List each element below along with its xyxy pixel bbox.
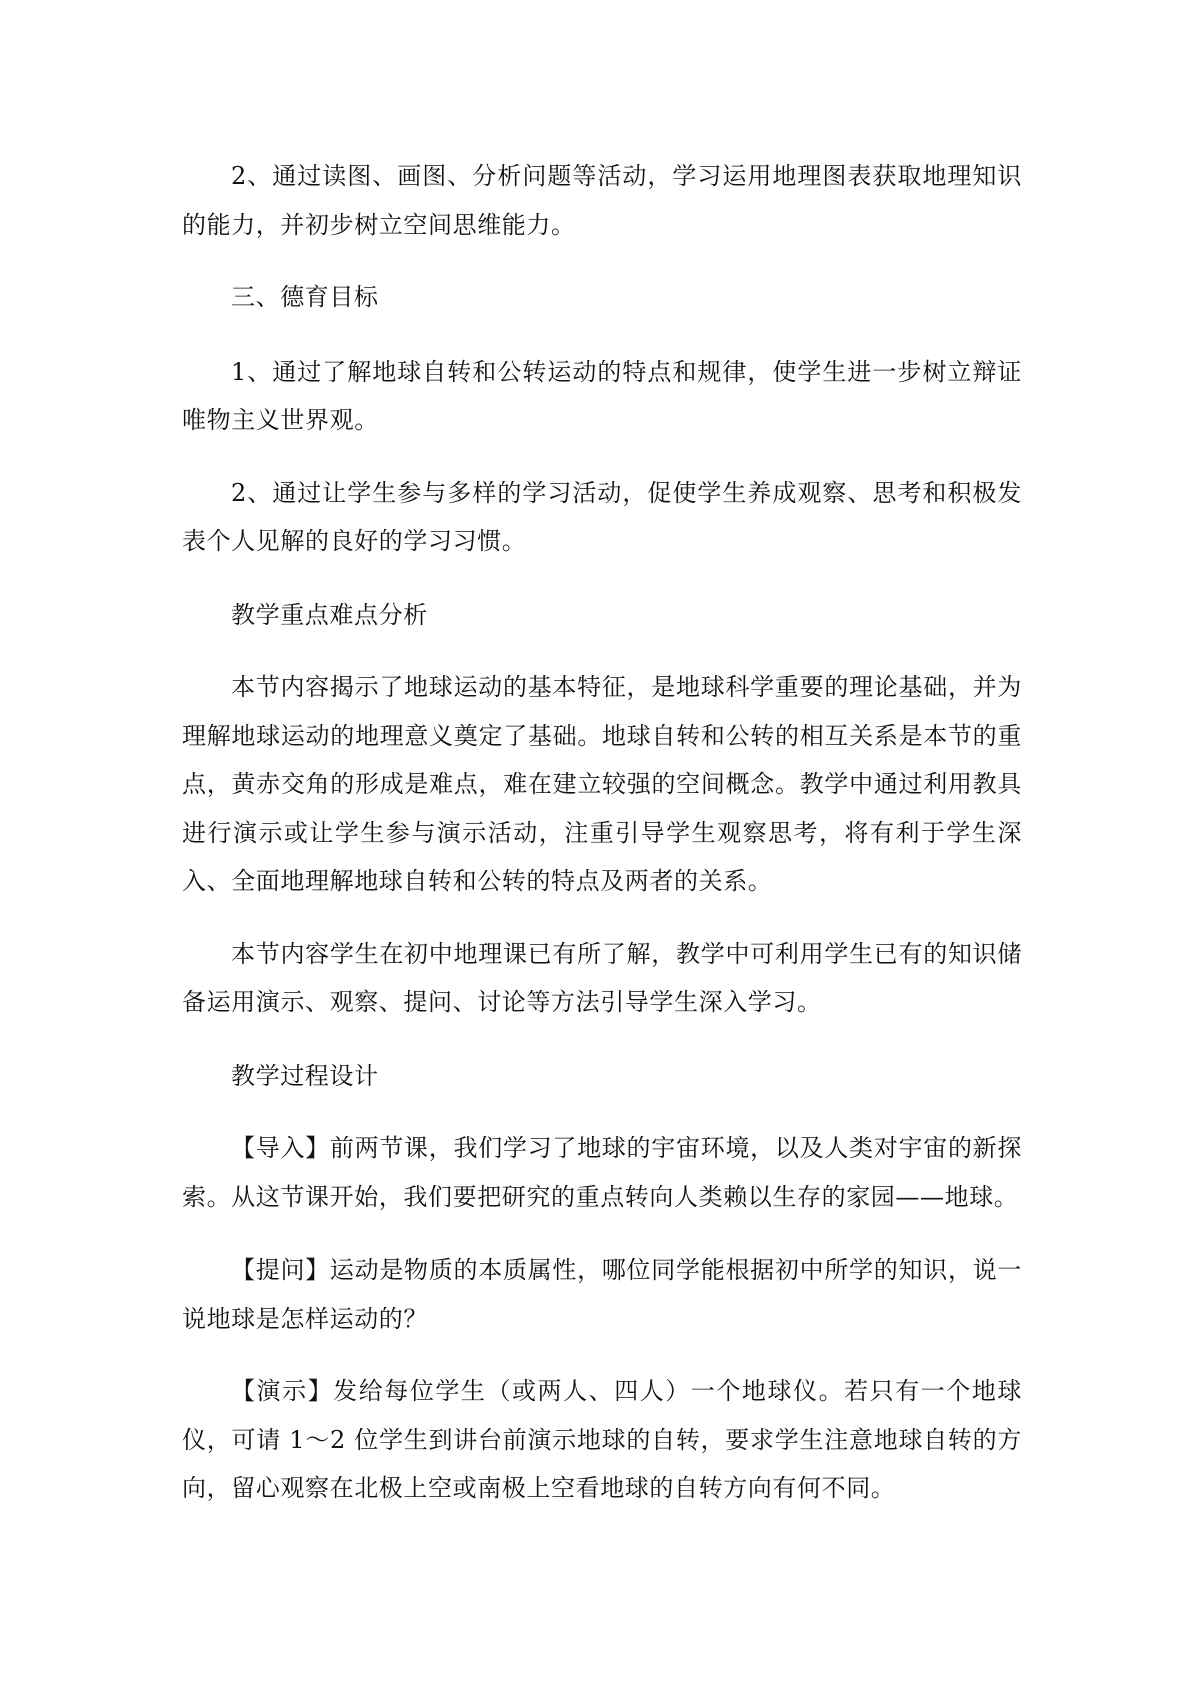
paragraph-key-points-body: 本节内容揭示了地球运动的基本特征，是地球科学重要的理论基础，并为理解地球运动的地理意义奠定了基础。地球自转和公转的相互关系是本节的重点，黄赤交角的形成是难点，难在建立较强的空间概念。教学中通过利用教具进行演示或让学生参与演示活动，注重引导学生观察思考，将有利于学生深入、全面地理解地球自转和公转的特点及两者的关系。: [182, 673, 1022, 895]
paragraph-skill-objective-2: 2、通过读图、画图、分析问题等活动，学习运用地理图表获取地理知识的能力，并初步树立空间思维能力。: [182, 162, 1022, 239]
heading-key-points-analysis: 教学重点难点分析: [231, 600, 428, 629]
heading-moral-objectives: 三、德育目标: [231, 283, 379, 311]
paragraph-moral-objective-2: 2、通过让学生参与多样的学习活动，促使学生养成观察、思考和积极发表个人见解的良好的学习习惯。: [182, 478, 1022, 555]
heading-teaching-process: 教学过程设计: [231, 1061, 379, 1090]
paragraph-introduction: 【导入】前两节课，我们学习了地球的宇宙环境，以及人类对宇宙的新探索。从这节课开始，我们要把研究的重点转向人类赖以生存的家园——地球。: [182, 1134, 1022, 1211]
paragraph-prior-knowledge: 本节内容学生在初中地理课已有所了解，教学中可利用学生已有的知识储备运用演示、观察、提问、讨论等方法引导学生深入学习。: [182, 939, 1022, 1016]
document-body: [182, 152, 1022, 1513]
paragraph-moral-objective-1: 1、通过了解地球自转和公转运动的特点和规律，使学生进一步树立辩证唯物主义世界观。: [182, 357, 1022, 434]
paragraph-demonstration: 【演示】发给每位学生（或两人、四人）一个地球仪。若只有一个地球仪，可请 1～2 位学生到讲台前演示地球的自转，要求学生注意地球自转的方向，留心观察在北极上空或南极上空看地球的自转方向有何不同。: [182, 1377, 1022, 1502]
paragraph-question: 【提问】运动是物质的本质属性，哪位同学能根据初中所学的知识，说一说地球是怎样运动的？: [182, 1256, 1022, 1333]
